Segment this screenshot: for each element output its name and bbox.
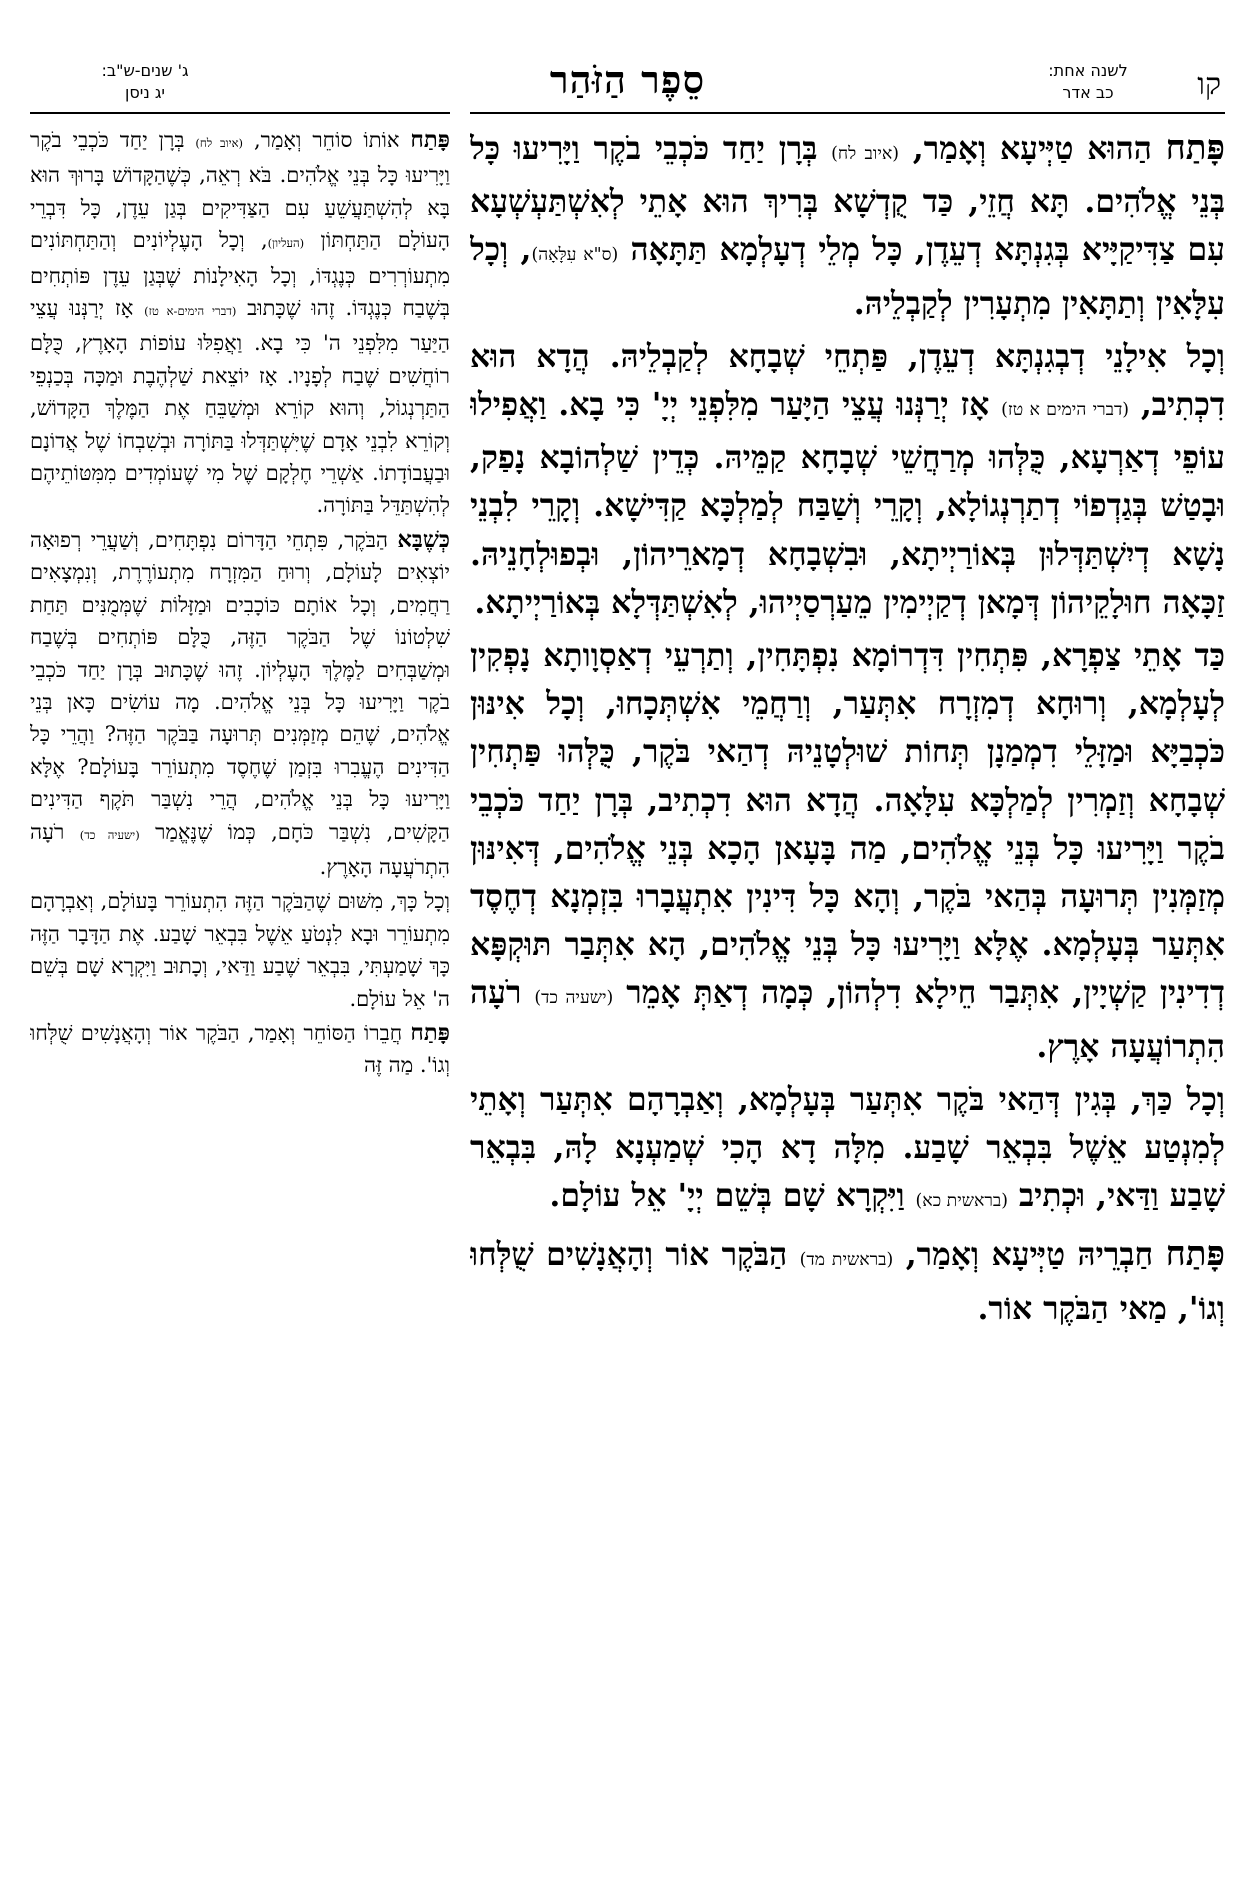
scripture-reference: (העליון) [267, 236, 305, 251]
text-paragraph [470, 333, 1225, 627]
text-paragraph [470, 1230, 1225, 1332]
scripture-reference: (בראשית מד) [799, 1250, 894, 1271]
header-rule-main [470, 112, 1225, 114]
opening-word: כְּשֶׁבָּא [397, 526, 450, 553]
text-paragraph [30, 124, 450, 522]
text-segment: וְכָל כַּךְ, בְּגִין דְּהַאי בֹּקֶר אִתְּעַר בְּעָלְמָא, וְאַבְרָהָם אִתְּעַר וְאָתֵי לְמִנְטַע אֵשֶׁל בִּבְאֵר שָׁבַע. מִלָּה דָא הָכִי שְׁמַעְנָא לָהּ, בִּבְאֵר שָׁבַע וַדַּאי, וּכְתִיב [470, 1080, 1225, 1215]
header-rule-translation [30, 112, 450, 114]
scripture-reference: (ס"א עִלָּאָה) [531, 245, 619, 266]
schedule-date-three-years: יג ניסן [125, 83, 165, 102]
text-segment: , וְכָל עִלָּאִין וְתַתָּאִין מִתְעָרִין לְקַבְלֵיהּ. [470, 231, 1225, 322]
text-paragraph [30, 1017, 450, 1082]
opening-word: פָּתַח [410, 127, 450, 153]
page-header [30, 52, 1225, 116]
text-segment: בְּרָן יַחַד כֹּכְבֵי בֹקֶר וַיָּרִיעוּ כָּל בְּנֵי אֱלֹהִים. תָּא חֲזֵי, כַּד קֻדְשָׁא בְּרִיךְ הוּא אָתֵי לְאִשְׁתַּעְשְׁעָא עִם צַדִּיקַיָּיא בְּגִנְתָּא דְעֵדֶן, כָּל מְלֵי דְעָלְמָא תַּתָּאָה [470, 130, 1225, 269]
text-segment: אָז יְרַנְּנוּ עֲצֵי הַיַּעַר מִלִּפְנֵי ה' כִּי בָא. וַאֲפִלּוּ עוֹפוֹת הָאָרֶץ, כֻּלָּם רוֹחֲשִׁים שֶׁבַח לְפָנָיו. אָז יוֹצֵאת שַׁלְהֶבֶת וּמַכָּה בְּכַנְפֵי הַתַּרְנְגוֹל, וְהוּא קוֹרֵא וּמְשַׁבֵּחַ אֶת הַמֶּלֶךְ הַקָּדוֹשׁ, וְקוֹרֵא לִבְנֵי אָדָם שֶׁיִּשְׁתַּדְּלוּ בַּתּוֹרָה וּבְשִׁבְחוֹ שֶׁל אֲדוֹנָם וּבַעֲבוֹדָתוֹ. אַשְׁרֵי חֶלְקָם שֶׁל מִי שֶׁעוֹמְדִים מִמִּטּוֹתֵיהֶם לְהִשְׁתַּדֵּל בַּתּוֹרָה. [30, 296, 450, 518]
zohar-page [30, 52, 1225, 1862]
opening-word: פָּתַח [410, 1019, 450, 1046]
text-segment: , וְכָל הָעֶלְיוֹנִים וְהַתַּחְתּוֹנִים מִתְעוֹרְרִים כְּנֶגְדּוֹ, וְכָל הָאִילָנוֹת שֶׁבְּגַן עֵדֶן פּוֹתְחִים בְּשֶׁבַח כְּנֶגְדּוֹ. זֶהוּ שֶׁכָּתוּב [30, 228, 450, 321]
text-paragraph [30, 524, 450, 883]
reading-schedule-three-years [70, 60, 220, 104]
schedule-label-three-years: ג' שנים-ש"ב: [101, 61, 189, 80]
text-segment: הַהוּא טַיְּיעָא וְאָמַר, [899, 130, 1166, 167]
scripture-reference: (דברי הימים-א טז) [144, 304, 237, 319]
text-segment: רֹעָה הִתְרֹעֲעָה הָאָרֶץ. [30, 819, 450, 879]
text-segment: אָז יְרַנְּנוּ עֲצֵי הַיָּעַר מִלִּפְנֵי יְיָ' כִּי בָא. וַאֲפִילוּ עוֹפֵי דְאַרְעָא, כֻּלְּהוּ מְרַחֲשֵׁי שְׁבָחָא קַמֵּיהּ. כְּדֵין שַׁלְהוֹבָא נָפַק, וּבָטַשׁ בְּגַדְפוֹי דְתַרְנְגוֹלָא, וְקָרֵי וְשַׁבַּח לְמַלְכָּא קַדִּישָׁא. וְקָרֵי לִבְנֵי נָשָׁא דְיִשְׁתַּדְּלוּן בְּאוֹרַיְיתָא, וּבִשְׁבָחָא דְמָארֵיהוֹן, וּבְפוּלְחָנֵיהּ. זַכָּאָה חוּלָקֵיהוֹן דְּמָאן דְקַיְימִין מֵעַרְסַיְיהוּ, לְאִשְׁתַּדְּלָא בְּאוֹרַיְיתָא. [470, 386, 1225, 621]
text-segment: וְכָל כָּךְ, מִשּׁוּם שֶׁהַבֹּקֶר הַזֶּה הִתְעוֹרֵר בָּעוֹלָם, וְאַבְרָהָם מִתְעוֹרֵר וּבָא לִנְטֹעַ אֵשֶׁל בִּבְאֵר שָׁבַע. אֶת הַדָּבָר הַזֶּה כָּךְ שָׁמַעְתִּי, בִּבְאֵר שֶׁבַע וַדַּאי, וְכָתוּב וַיִּקְרָא שָׁם בְּשֵׁם ה' אֵל עוֹלָם. [30, 889, 450, 1011]
text-segment: חַבְרֵיהּ טַיְּיעָא וְאָמַר, [893, 1236, 1166, 1274]
schedule-label-one-year: לשנה אחת: [1048, 61, 1128, 80]
text-segment: וַיִּקְרָא שָׁם בְּשֵׁם יְיָ' אֵל עוֹלָם. [549, 1177, 916, 1215]
text-segment: בְּרָן יַחַד כֹּכְבֵי בֹקֶר וַיָּרִיעוּ כָּל בְּנֵי אֱלֹהִים. בֹּא רְאֵה, כְּשֶׁהַקָּדוֹשׁ בָּרוּךְ הוּא בָּא לְהִשְׁתַּעֲשֵׁעַ עִם הַצַּדִּיקִים בְּגַן עֵדֶן, כָּל דִּבְרֵי הָעוֹלָם הַתַּחְתּוֹן [30, 128, 450, 253]
text-paragraph [470, 124, 1225, 328]
text-segment: הַבֹּקֶר אוֹר וְהָאֲנָשִׁים שֻׁלְּחוּ וְגוֹ', מַאי הַבֹּקֶר אוֹר. [470, 1236, 1225, 1327]
text-paragraph [470, 632, 1225, 1071]
aramaic-text-column [470, 124, 1225, 1859]
text-paragraph [470, 1076, 1225, 1226]
hebrew-translation-column [30, 124, 450, 1859]
text-paragraph [30, 885, 450, 1015]
schedule-date-one-year: כב אדר [1062, 83, 1114, 102]
scripture-reference: (איוב לח) [831, 144, 900, 164]
scripture-reference: (ישעיה כד) [534, 988, 614, 1009]
scripture-reference: (דברי הימים א טז) [1001, 400, 1130, 421]
text-segment: הַבֹּקֶר, פִּתְחֵי הַדָּרוֹם נִפְתָּחִים, וְשַׁעֲרֵי רְפוּאָה יוֹצְאִים לָעוֹלָם, וְרוּחַ הַמִּזְרָח מִתְעוֹרֶרֶת, וְנִמְצָאִים רַחֲמִים, וְכָל אוֹתָם כּוֹכָבִים וּמַזָּלוֹת שֶׁמְּמֻנִּים תַּחַת שִׁלְטוֹנוֹ שֶׁל הַבֹּקֶר הַזֶּה, כֻּלָּם פּוֹתְחִים בְּשֶׁבַח וּמְשַׁבְּחִים לַמֶּלֶךְ הָעֶלְיוֹן. זֶהוּ שֶׁכָּתוּב בְּרָן יַחַד כֹּכְבֵי בֹקֶר וַיָּרִיעוּ כָּל בְּנֵי אֱלֹהִים. מָה עוֹשִׂים כָּאן בְּנֵי אֱלֹהִים, שֶׁהֵם מְזַמְּנִים תְּרוּעָה בַּבֹּקֶר הַזֶּה? וַהֲרֵי כָּל הַדִּינִים הֶעֱבִרוּ בִּזְמַן שֶׁחֶסֶד מִתְעוֹרֵר בָּעוֹלָם? אֶלָּא וַיָּרִיעוּ כָּל בְּנֵי אֱלֹהִים, הֲרֵי נִשְׁבַּר תֹּקֶף הַדִּינִים הַקָּשִׁים, נִשְׁבַּר כֹּחָם, כְּמוֹ שֶׁנֶּאֱמַר [30, 527, 450, 844]
text-segment: וְכָל אִילָנֵי דְבְגִנְתָּא דְעֵדֶן, פַּתְחֵי שְׁבָחָא לְקַבְלֵיהּ. הֲדָא הוּא דִכְתִיב, [470, 337, 1225, 424]
text-segment: חֲבֵרוֹ הַסּוֹחֵר וְאָמַר, הַבֹּקֶר אוֹר וְהָאֲנָשִׁים שֻׁלְּחוּ וְגוֹ'. מַה זֶּה [30, 1020, 450, 1078]
text-segment: אוֹתוֹ סוֹחֵר וְאָמַר, [243, 128, 411, 152]
text-segment: רֹעָה הִתְרוֹעֲעָה אָרֶץ. [470, 974, 1225, 1065]
opening-word: פָּתַח [1165, 1234, 1225, 1275]
opening-word: פָּתַח [1165, 128, 1225, 168]
scripture-reference: (ישעיה כד) [79, 827, 140, 842]
scripture-reference: (איוב לח) [195, 136, 244, 150]
page-number: קו [1197, 67, 1221, 102]
text-segment: כַּד אָתֵי צַפְרָא, פִּתְחִין דִּדְרוֹמָא נִפְתָּחִין, וְתַרְעֵי דְאַסְוָותָא נָפְקִין לְעָלְמָא, וְרוּחָא דְמִזְרָח אִתְּעַר, וְרַחֲמֵי אִשְׁתְּכָחוּ, וְכָל אִינּוּן כֹּכְבַיָּא וּמַזָּלֵי דִמְמַנָן תְּחוֹת שׁוּלְטָנֵיהּ דְהַאי בֹּקֶר, כֻּלְּהוּ פַּתְחִין שְׁבָחָא וְזַמְרִין לְמַלְכָּא עִלָּאָה. הֲדָא הוּא דִכְתִיב, בְּרָן יַחַד כֹּכְבֵי בֹקֶר וַיָּרִיעוּ כָּל בְּנֵי אֱלֹהִים, מַה בָּעָאן הָכָא בְּנֵי אֱלֹהִים, דְּאִינּוּן מְזַמְּנִין תְּרוּעָה בְּהַאי בֹּקֶר, וְהָא כָּל דִּינִין אִתְעֲבָרוּ בִּזְמְנָא דְחֶסֶד אִתְּעַר בְּעָלְמָא. אֶלָּא וַיָּרִיעוּ כָּל בְּנֵי אֱלֹהִים, הָא אִתְּבַר תּוּקְפָּא דְדִינִין קַשְׁיָין, אִתְּבַר חֵילָא דִלְהוֹן, כְּמָה דְאַתְּ אָמֵר [470, 637, 1225, 1012]
scripture-reference: (בראשית כא) [915, 1191, 1009, 1212]
book-title: סֵפֶר הַזֹּהַר [549, 57, 706, 102]
